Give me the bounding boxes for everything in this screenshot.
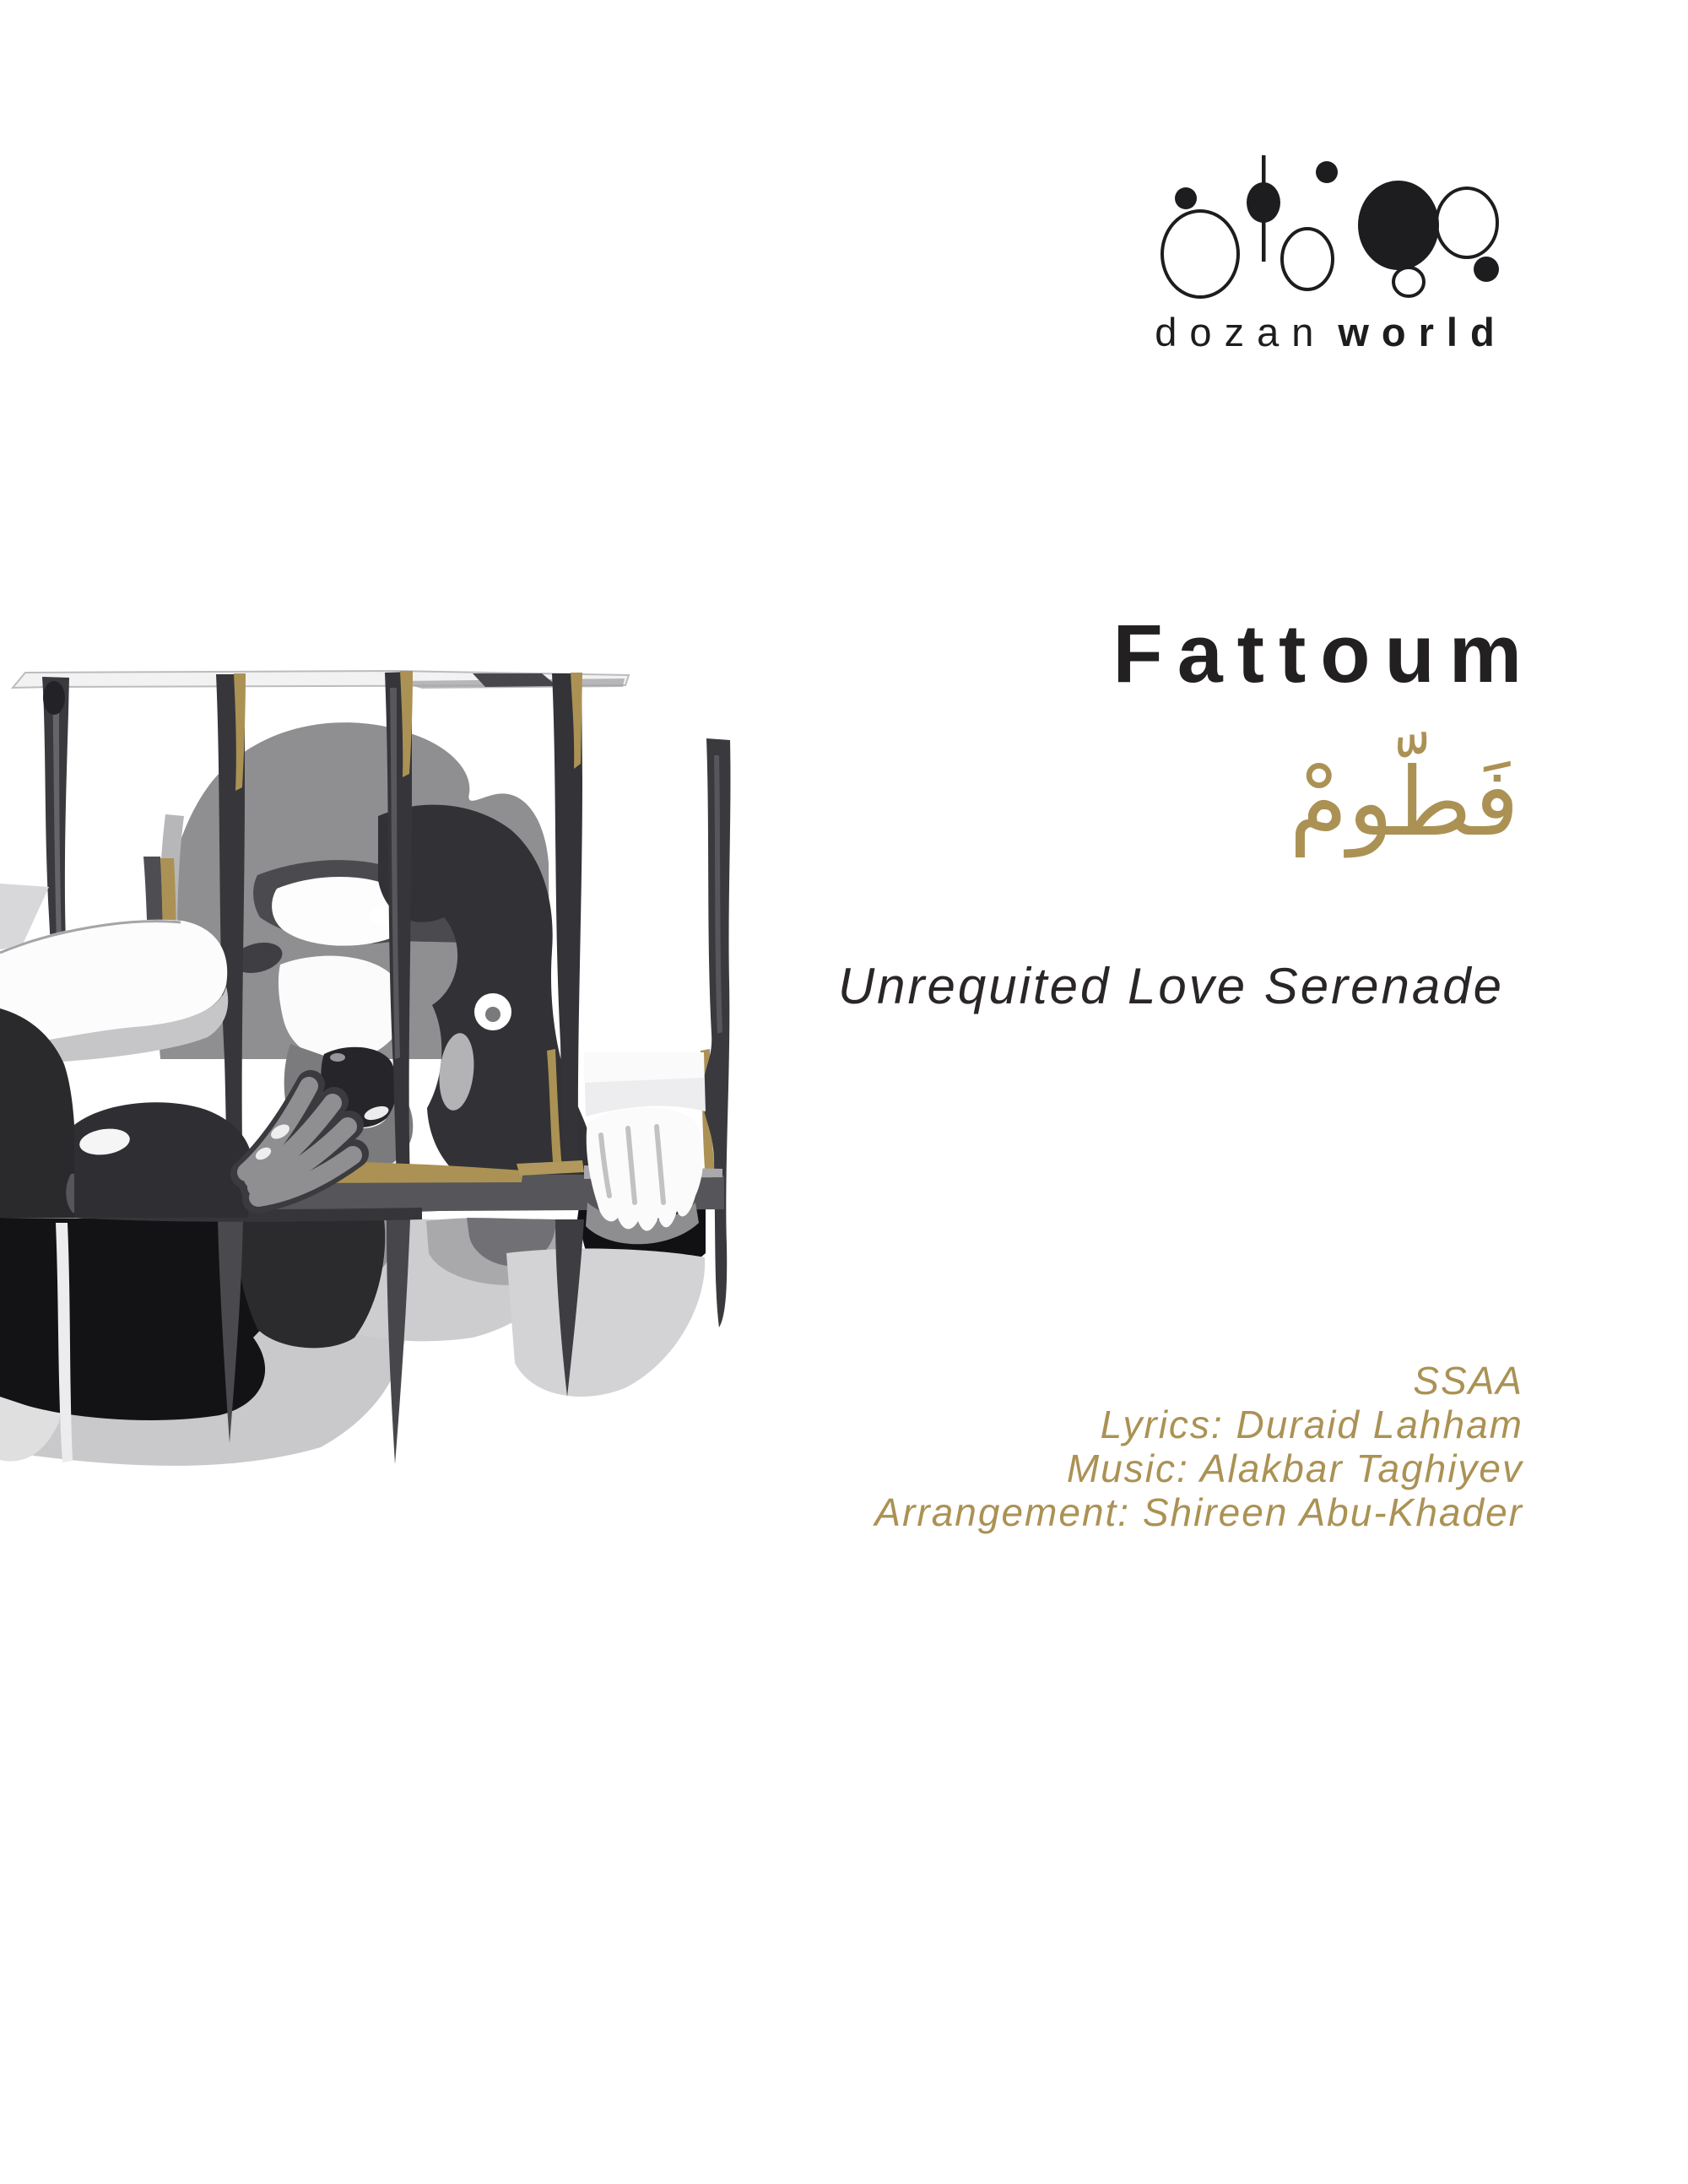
logo-wordmark bbox=[1143, 309, 1519, 355]
logo-word-dozan: dozan bbox=[1155, 310, 1327, 354]
credit-lyrics: Lyrics: Duraid Lahham bbox=[1100, 1403, 1523, 1446]
cage-top-rail bbox=[13, 671, 629, 689]
right-hand bbox=[584, 1052, 706, 1244]
credit-music: Music: Alakbar Taghiyev bbox=[1066, 1446, 1523, 1490]
credits-block bbox=[874, 1359, 1523, 1534]
subtitle: Unrequited Love Serenade bbox=[837, 958, 1504, 1014]
arabic-title: فَطّومْ bbox=[1289, 748, 1519, 857]
dozan-world-logo bbox=[1143, 154, 1519, 355]
page-title: Fattoum bbox=[1112, 608, 1536, 700]
dozan-world-logo-icon bbox=[1154, 154, 1508, 299]
cover-artwork-person-behind-bars bbox=[0, 662, 743, 1481]
credit-voicing: SSAA bbox=[1413, 1359, 1523, 1403]
artwork-illustration bbox=[0, 662, 743, 1481]
logo-word-world: world bbox=[1338, 310, 1507, 354]
credit-arrangement: Arrangement: Shireen Abu-Khader bbox=[874, 1490, 1523, 1534]
